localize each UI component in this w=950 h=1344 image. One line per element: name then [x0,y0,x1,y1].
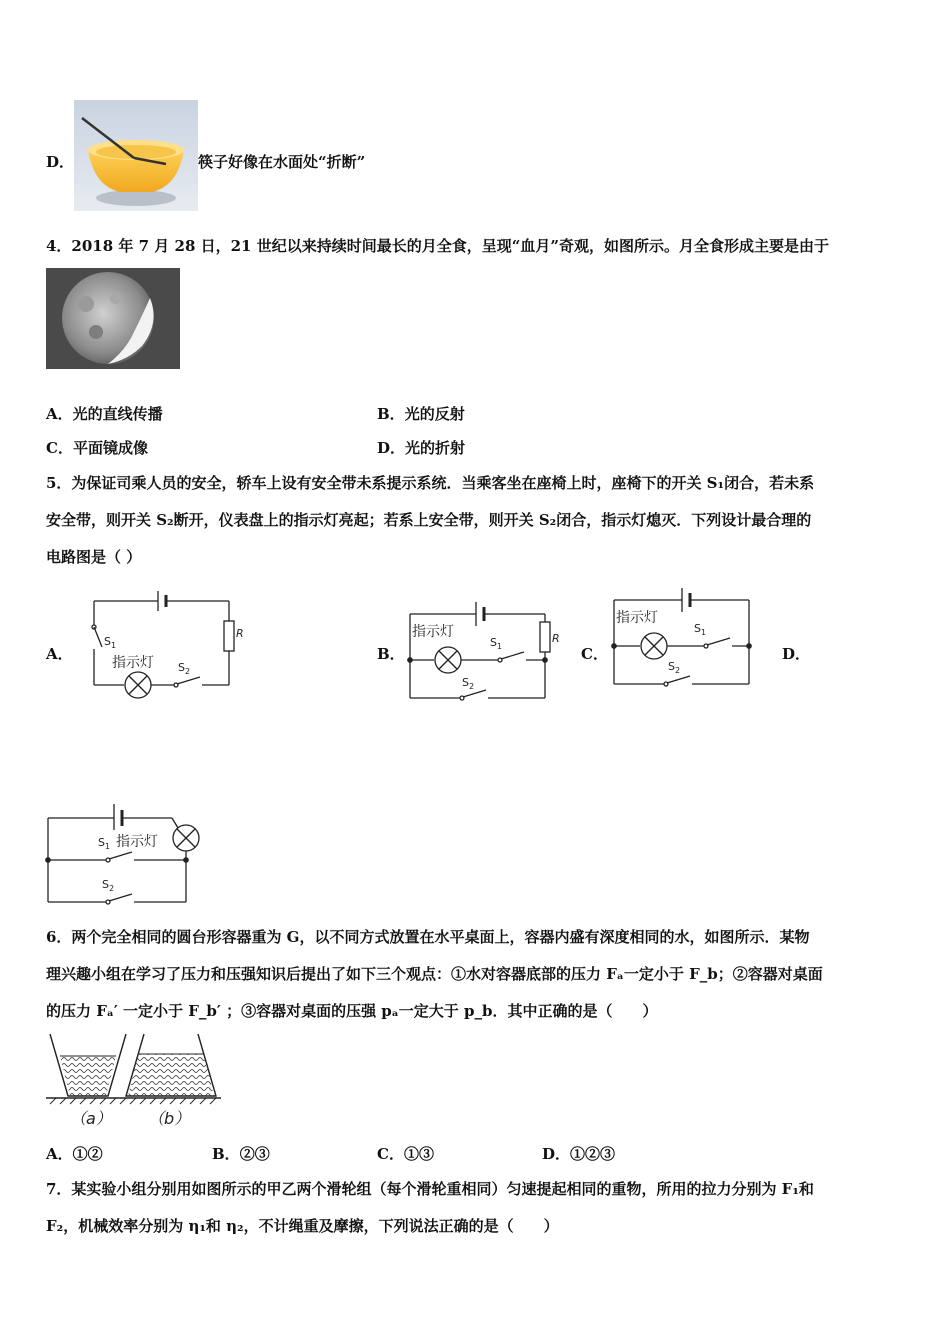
q6-option-b[interactable] [212,1144,270,1164]
circuit-b-s1-label: $S_1$ [490,636,503,651]
q5-option-d-label[interactable]: D． [782,645,811,663]
circuit-c [608,582,758,688]
circuit-c-lamp-label: 指示灯 [616,610,658,626]
fig-a-caption: （a） [70,1109,112,1128]
circuit-c-s1-label: $S_1$ [694,622,707,637]
q5-stem-line3: 电路图是（ ） [46,548,142,566]
q6-stem-line3: 的压力 Fₐ′ 一定小于 F_b′ ；③容器对桌面的压强 pₐ一定大于 p_b．其中正确的是（ ） [46,1002,658,1020]
q6-stem-line1: 6．两个完全相同的圆台形容器重为 G，以不同方式放置在水平桌面上，容器内盛有深度相同的水，如图所示．某物 [46,928,810,946]
q5-option-c-label[interactable]: C． [581,645,608,663]
circuit-a [86,585,246,695]
q6-option-a-text: ①② [72,1145,103,1163]
q5-stem-line1: 5．为保证司乘人员的安全，轿车上设有安全带未系提示系统．当乘客坐在座椅上时，座椅下的开关 S₁闭合，若未系 [46,474,815,492]
q4-option-b-label: B． [377,405,405,423]
q5-option-a-label[interactable]: A． [46,645,73,663]
q4-option-d-label: D． [377,439,406,457]
q4-stem: 4．2018 年 7 月 28 日，21 世纪以来持续时间最长的月全食，呈现“血月”奇观，如图所示。月全食形成主要是由于 [46,237,829,255]
q6-option-d-text: ①②③ [570,1145,616,1163]
circuit-a-s2-label: $S_2$ [178,661,191,676]
q4-option-c-text: 平面镜成像 [72,439,148,457]
q5-stem-line2: 安全带，则开关 S₂断开，仪表盘上的指示灯亮起；若系上安全带，则开关 S₂闭合，指示灯熄灭．下列设计最合理的 [46,511,812,529]
q6-option-c-text: ①③ [403,1145,434,1163]
q4-option-c[interactable] [46,438,148,458]
q4-option-d[interactable] [377,438,465,458]
circuit-a-s1-label: $S_1$ [104,635,117,650]
q5-option-b-label[interactable]: B． [377,645,405,663]
q4-option-b-text: 光的反射 [404,405,465,423]
q6-option-d[interactable] [542,1144,615,1164]
bowl-chopstick-image [74,100,198,211]
circuit-d [42,798,207,906]
q6-option-d-label: D． [542,1145,571,1163]
q7-stem-line2: F₂，机械效率分别为 η₁和 η₂，不计绳重及摩擦，下列说法正确的是（ ） [46,1217,559,1235]
q6-option-c[interactable] [377,1144,434,1164]
circuit-a-r-label: R [236,627,244,640]
q6-stem-line2: 理兴趣小组在学习了压力和压强知识后提出了如下三个观点：①水对容器底部的压力 Fₐ一定小于 F_b；②容器对桌面 [46,965,823,983]
q4-option-d-text: 光的折射 [405,439,466,457]
q4-option-c-label: C． [46,439,73,457]
circuit-d-lamp-label: 指示灯 [116,834,158,850]
q3-option-d-text: 筷子好像在水面处“折断” [198,153,366,171]
q6-option-a-label: A． [46,1145,73,1163]
q4-option-a-text: 光的直线传播 [72,405,163,423]
q6-option-b-text: ②③ [239,1145,270,1163]
containers-figure [46,1032,221,1132]
q4-option-a-label: A． [46,405,73,423]
circuit-c-s2-label: $S_2$ [668,660,681,675]
circuit-b-r-label: R [552,632,560,645]
circuit-b-s2-label: $S_2$ [462,676,475,691]
circuit-d-s1-label: $S_1$ [98,836,111,851]
q6-option-c-label: C． [377,1145,404,1163]
q4-option-b[interactable] [377,404,465,424]
q3-option-d-label: D． [46,153,75,171]
circuit-b-lamp-label: 指示灯 [412,624,454,640]
circuit-d-s2-label: $S_2$ [102,878,115,893]
circuit-a-lamp-label: 指示灯 [112,655,154,671]
q6-option-a[interactable] [46,1144,103,1164]
q4-option-a[interactable] [46,404,163,424]
blood-moon-image [46,268,180,369]
q7-stem-line1: 7．某实验小组分别用如图所示的甲乙两个滑轮组（每个滑轮重相同）匀速提起相同的重物，所用的拉力分别为 F₁和 [46,1180,814,1198]
fig-b-caption: （b） [148,1109,191,1128]
q6-option-b-label: B． [212,1145,240,1163]
circuit-b [402,596,560,702]
